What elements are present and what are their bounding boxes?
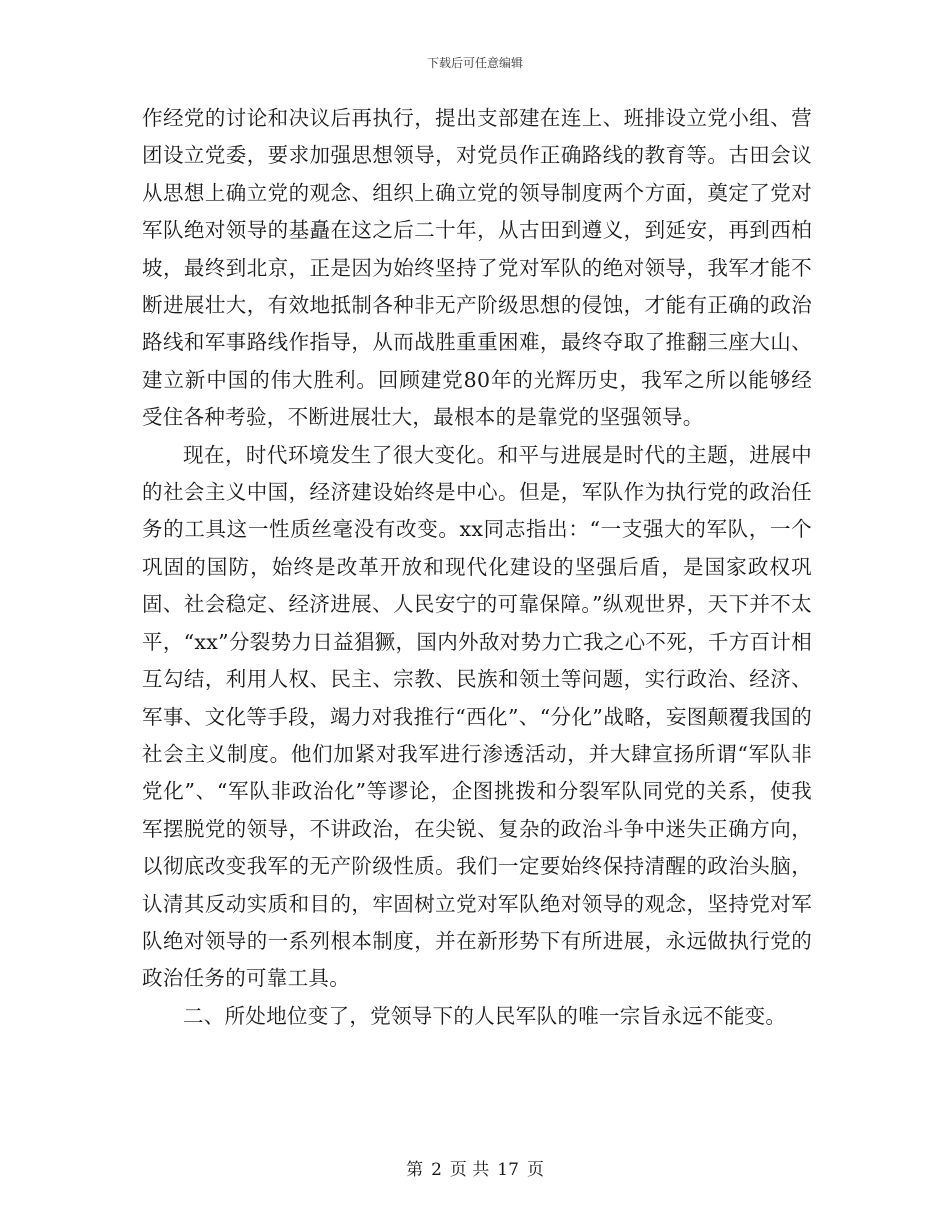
current-page-number: 2	[431, 1160, 442, 1180]
page-header	[0, 54, 950, 71]
total-pages-number: 17	[497, 1160, 519, 1180]
footer-middle: 页 共	[449, 1160, 490, 1180]
footer-prefix: 第	[406, 1160, 424, 1180]
page-footer	[0, 1155, 950, 1180]
document-body	[142, 100, 812, 1035]
paragraph-2: 现在，时代环境发生了很大变化。和平与进展是时代的主题，进展中的社会主义中国，经济建设始终是中心。但是，军队作为执行党的政治任务的工具这一性质丝毫没有改变。xx同志指出：“一支强大的军队，一个巩固的国防，始终是改革开放和现代化建设的坚强后盾，是国家政权巩固、社会稳定、经济进展、人民安宁的可靠保障。”纵观世界，天下并不太平，“xx”分裂势力日益猖獗，国内外敌对势力亡我之心不死，千方百计相互勾结，利用人权、民主、宗教、民族和领土等问题，实行政治、经济、军事、文化等手段，竭力对我推行“西化”、“分化”战略，妄图颠覆我国的社会主义制度。他们加紧对我军进行渗透活动，并大肆宣扬所谓“军队非党化”、“军队非政治化”等谬论，企图挑拨和分裂军队同党的关系，使我军摆脱党的领导，不讲政治，在尖锐、复杂的政治斗争中迷失正确方向，以彻底改变我军的无产阶级性质。我们一定要始终保持清醒的政治头脑，认清其反动实质和目的，牢固树立党对军队绝对领导的观念，坚持党对军队绝对领导的一系列根本制度，并在新形势下有所进展，永远做执行党的政治任务的可靠工具。	[142, 442, 812, 991]
paragraph-1: 作经党的讨论和决议后再执行，提出支部建在连上、班排设立党小组、营团设立党委，要求加强思想领导，对党员作正确路线的教育等。古田会议从思想上确立党的观念、组织上确立党的领导制度两个方面，奠定了党对军队绝对领导的基矗在这之后二十年，从古田到遵义，到延安，再到西柏坡，最终到北京，正是因为始终坚持了党对军队的绝对领导，我军才能不断进展壮大，有效地抵制各种非无产阶级思想的侵蚀，才能有正确的政治路线和军事路线作指导，从而战胜重重困难，最终夺取了推翻三座大山、建立新中国的伟大胜利。回顾建党80年的光辉历史，我军之所以能够经受住各种考验，不断进展壮大，最根本的是靠党的坚强领导。	[142, 106, 812, 430]
footer-suffix: 页	[526, 1160, 544, 1180]
header-note: 下载后可任意编辑	[426, 56, 523, 70]
paragraph-3-section-heading: 二、所处地位变了，党领导下的人民军队的唯一宗旨永远不能变。	[183, 1003, 787, 1028]
